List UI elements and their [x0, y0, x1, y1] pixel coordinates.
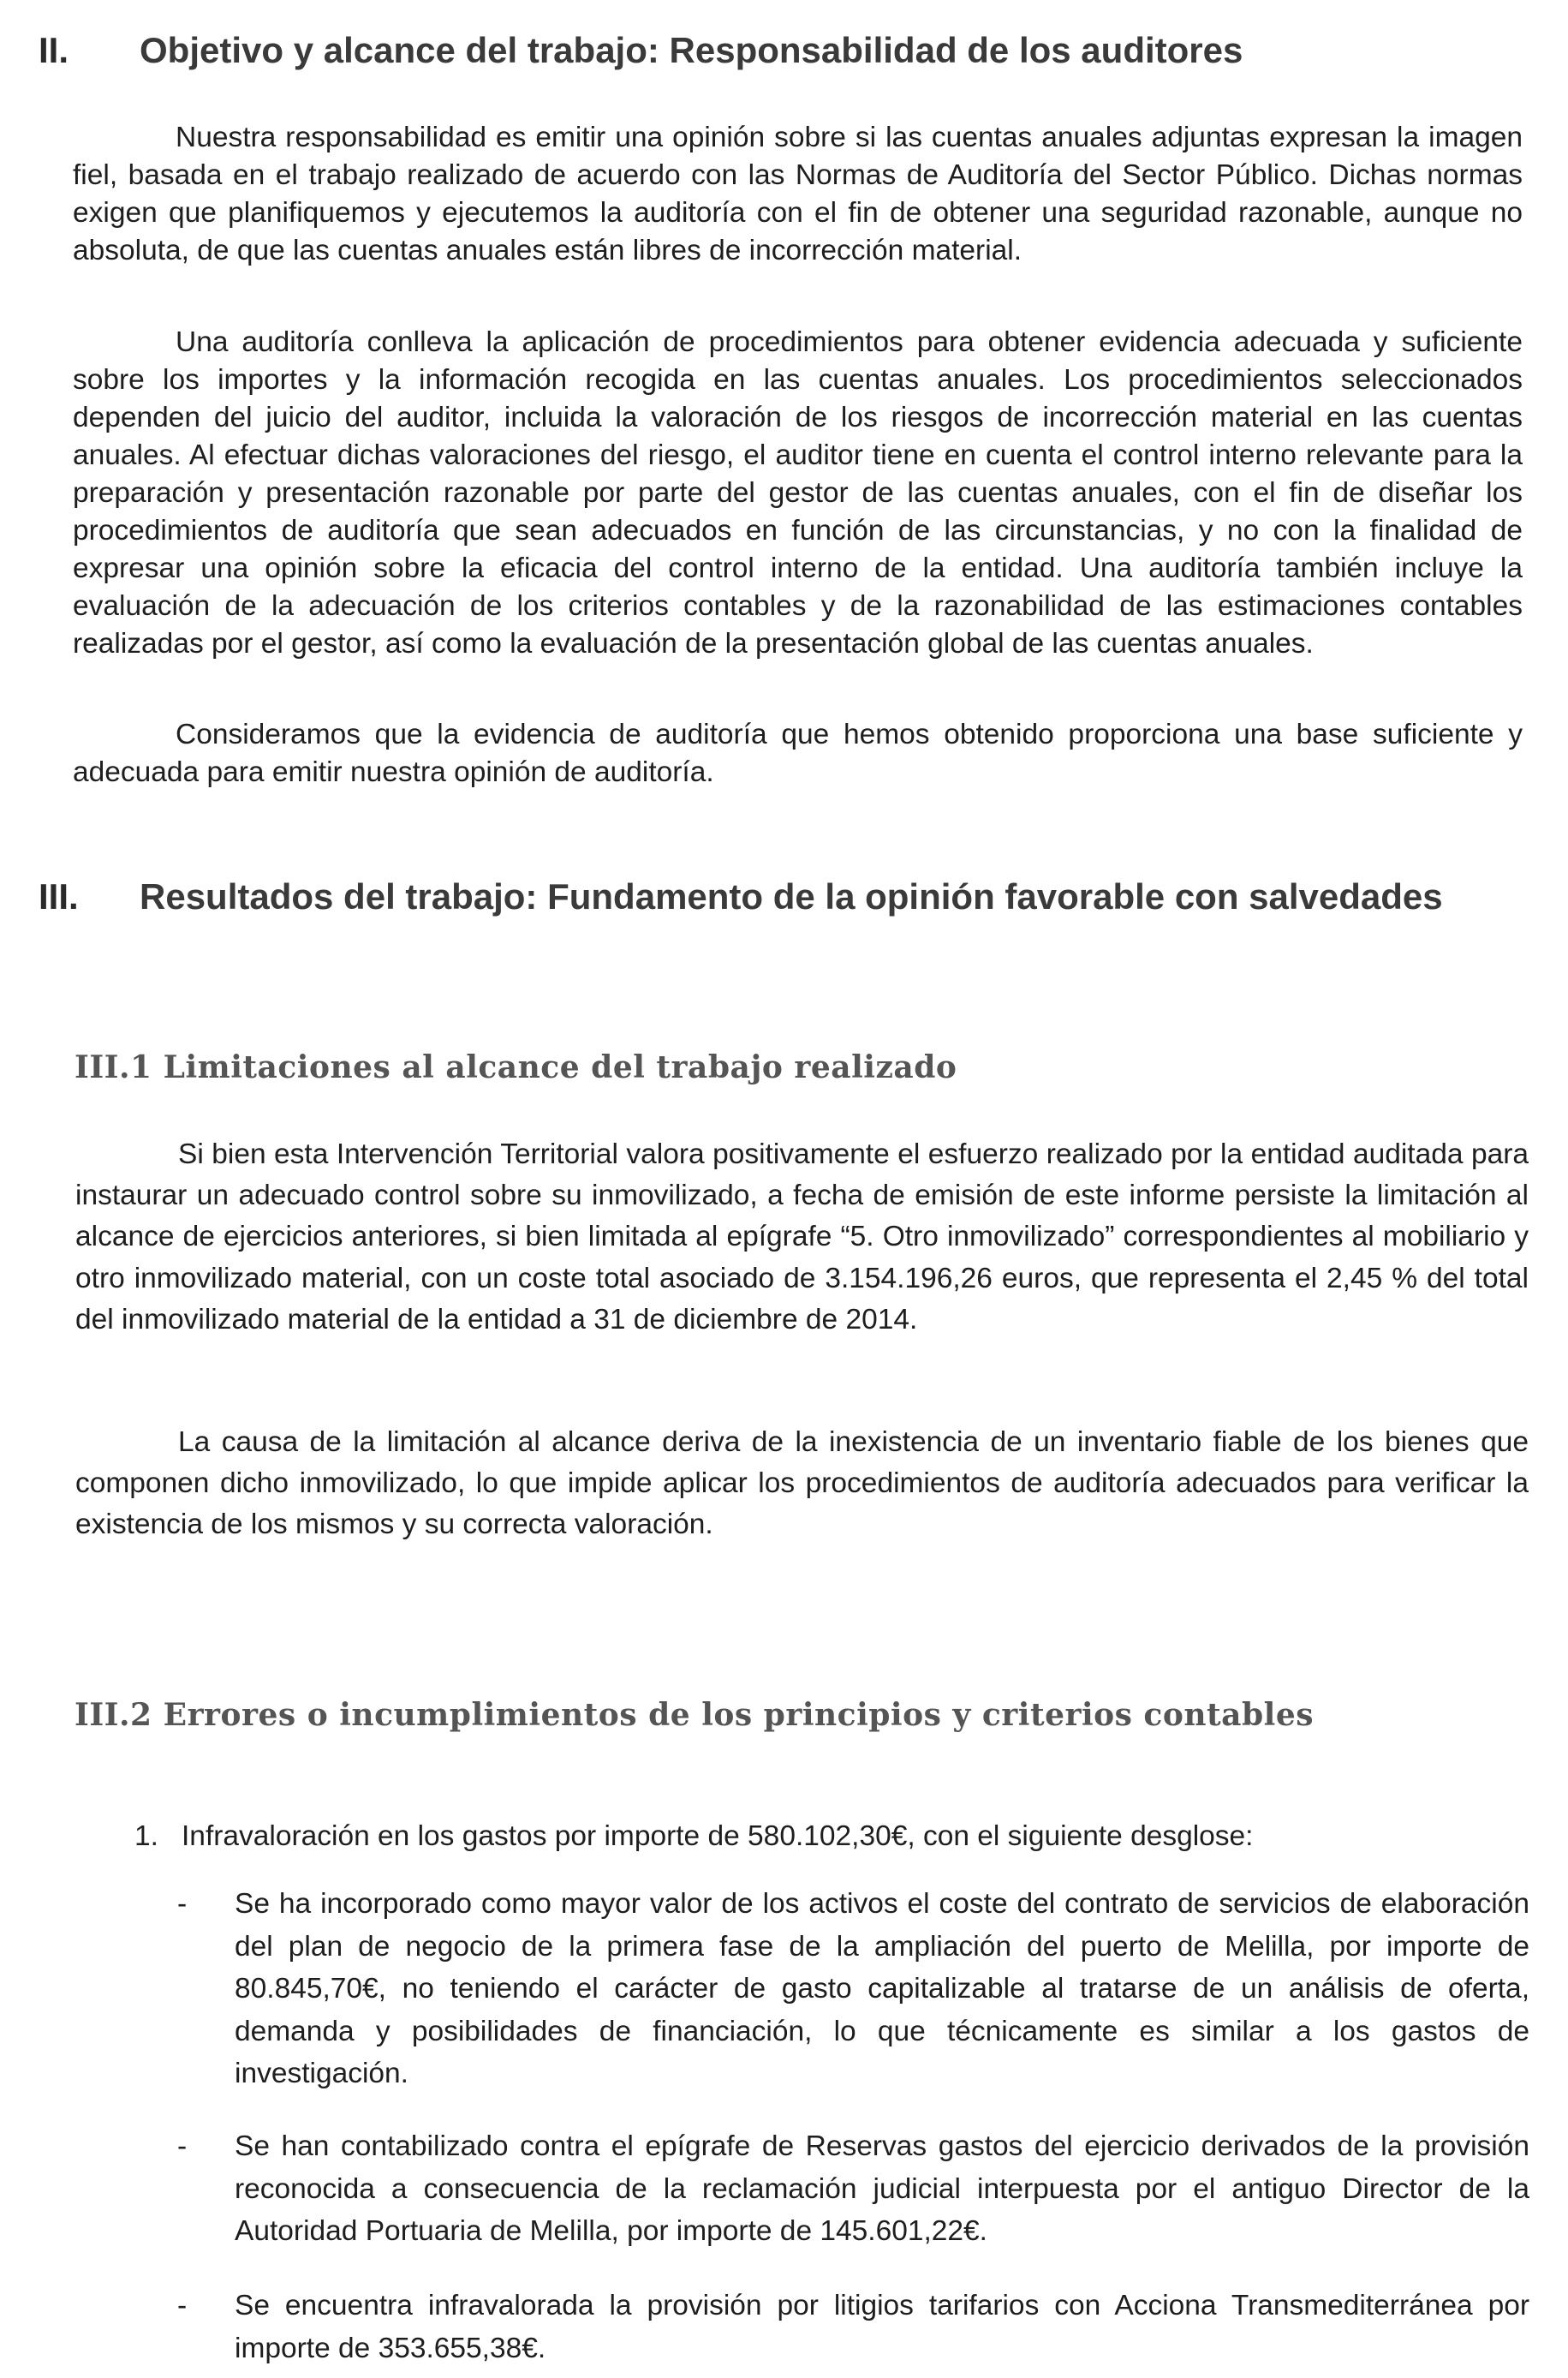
section-iii-title: Resultados del trabajo: Fundamento de la opinión favorable con salvedades — [140, 876, 1443, 917]
subsection-iii-1-paragraph-2: La causa de la limitación al alcance deriva de la inexistencia de un inventario fiable de los bienes que componen dicho inmovilizado, lo que impide aplicar los procedimientos de auditoría adecuados para verificar la existencia de los mismos y su correcta valoración. — [75, 1426, 1529, 1541]
section-ii-title: Objetivo y alcance del trabajo: Responsabilidad de los auditores — [140, 30, 1243, 70]
section-iii-number: III. — [39, 876, 79, 917]
section-ii-paragraph-2: Una auditoría conlleva la aplicación de procedimientos para obtener evidencia adecuada y suficiente sobre los importes y la información recogida en las cuentas anuales. Los procedimientos seleccionados dependen del juicio del auditor, incluida la valoración de los riesgos de incorrección material en las cuentas anuales. Al efectuar dichas valoraciones del riesgo, el auditor tiene en cuenta el control interno relevante para la preparación y presentación razonable por parte del gestor de las cuentas anuales, con el fin de diseñar los procedimientos de auditoría que sean adecuados en función de las circunstancias, y no con la finalidad de expresar una opinión sobre la eficacia del control interno de la entidad. Una auditoría también incluye la evaluación de la adecuación de los criterios contables y de la razonabilidad de las estimaciones contables realizadas por el gestor, así como la evaluación de la presentación global de las cuentas anuales. — [73, 326, 1523, 660]
bullet-text: Se han contabilizado contra el epígrafe de Reservas gastos del ejercicio derivados de la provisión reconocida a consecuencia de la reclamación judicial interpuesta por el antiguo Director de la Autoridad Portuaria de Melilla, por importe de 145.601,22€. — [235, 2130, 1529, 2247]
numbered-item-1 — [134, 1818, 1530, 1857]
bullet-item-1 — [177, 1883, 1530, 2097]
numbered-item-text: Infravaloración en los gastos por importe de 580.102,30€, con el siguiente desglose: — [182, 1820, 1254, 1852]
bullet-marker: - — [177, 2130, 188, 2162]
numbered-item-marker: 1. — [134, 1820, 158, 1852]
bullet-marker: - — [177, 2290, 188, 2321]
bullet-marker: - — [177, 1888, 188, 1920]
bullet-item-3 — [177, 2285, 1530, 2370]
bullet-text: Se encuentra infravalorada la provisión por litigios tarifarios con Acciona Transmediterránea por importe de 353.655,38€. — [235, 2290, 1529, 2364]
section-ii-paragraph-3: Consideramos que la evidencia de auditoría que hemos obtenido proporciona una base suficiente y adecuada para emitir nuestra opinión de auditoría. — [73, 719, 1523, 788]
section-iii-heading — [39, 872, 1494, 971]
section-ii-paragraph-1: Nuestra responsabilidad es emitir una opinión sobre si las cuentas anuales adjuntas expresan la imagen fiel, basada en el trabajo realizado de acuerdo con las Normas de Auditoría del Sector Público. Dichas normas exigen que planifiquemos y ejecutemos la auditoría con el fin de obtener una seguridad razonable, aunque no absoluta, de que las cuentas anuales están libres de incorrección material. — [73, 122, 1523, 266]
subsection-iii-1-title: III.1 Limitaciones al alcance del trabajo realizado — [75, 1049, 957, 1085]
section-ii-heading — [39, 26, 1494, 75]
bullet-item-2 — [177, 2125, 1530, 2254]
bullet-text: Se ha incorporado como mayor valor de los activos el coste del contrato de servicios de elaboración del plan de negocio de la primera fase de la ampliación del puerto de Melilla, por importe de 80.845,70€, no teniendo el carácter de gasto capitalizable al tratarse de un análisis de oferta, demanda y posibilidades de financiación, lo que técnicamente es similar a los gastos de investigación. — [235, 1888, 1529, 2089]
subsection-iii-2-title: III.2 Errores o incumplimientos de los principios y criterios contables — [75, 1697, 1315, 1733]
subsection-iii-1-paragraph-1: Si bien esta Intervención Territorial valora positivamente el esfuerzo realizado por la entidad auditada para instaurar un adecuado control sobre su inmovilizado, a fecha de emisión de este informe persiste la limitación al alcance de ejercicios anteriores, si bien limitada al epígrafe “5. Otro inmovilizado” correspondientes al mobiliario y otro inmovilizado material, con un coste total asociado de 3.154.196,26 euros, que representa el 2,45 % del total del inmovilizado material de la entidad a 31 de diciembre de 2014. — [75, 1138, 1529, 1335]
section-ii-number: II. — [39, 30, 69, 70]
